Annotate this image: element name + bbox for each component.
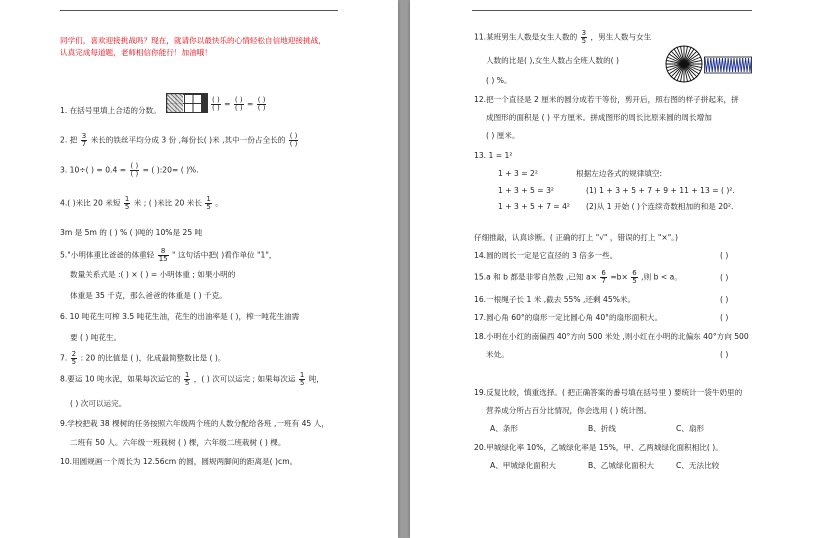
question-8b: ( ) 次可以运完。 — [70, 399, 127, 408]
answer-paren-15: ( ) — [720, 273, 729, 282]
intro-line-2: 认真完成每道题，老师相信你能行！加油哦！ — [60, 48, 212, 57]
question-11: 11.某班男生人数是女生人数的 $\frac{3}{5}$ ，男生人数与女生 — [474, 29, 652, 45]
rearranged-strip-figure — [704, 56, 752, 74]
question-13-part1: (1) 1 + 3 + 5 + 7 + 9 + 11 + 13 = ( )². — [586, 186, 735, 195]
option-19-a: A、条形 — [490, 424, 518, 433]
question-12: 12.把一个直径是 2 厘米的圆分成若干等份，剪开后，照右图的样子拼起来，拼 — [474, 95, 739, 104]
answer-paren-14: ( ) — [720, 251, 729, 260]
question-13-eq3: 1 + 3 + 5 = 3² — [498, 186, 554, 195]
question-20: 20.甲城绿化率 10%，乙城绿化率是 15%，甲、乙两城绿化面积相比( )。 — [474, 443, 723, 452]
option-19-c: C、扇形 — [676, 424, 705, 433]
question-5b: 数量关系式是 :( ) × ( ) = 小明体重 ; 如果小明的 — [70, 270, 236, 279]
worksheet-page-left — [0, 0, 398, 538]
question-18: 18.小明在小红的南偏西 40°方向 500 米处 ,则小红在小明的北偏东 40°方向 500 — [474, 332, 749, 341]
question-2: 2. 把 $\frac{3}{7}$ 米长的铁丝平均分成 3 份 ,每份长( )米 ,其中一份占全长的 $\frac{( )}{( )}$ — [60, 132, 298, 148]
question-8: 8.要运 10 吨水泥，如果每次运它的 $\frac{1}{5}$ ，( ) 次可以运完 ; 如果每次运 $\frac{1}{5}$ 吨， — [60, 371, 324, 387]
question-5c: 体重是 35 千克，那么爸爸的体重是 ( ) 千克。 — [70, 291, 227, 300]
option-20-a: A、甲城绿化面积大 — [490, 461, 556, 470]
answer-paren-16: ( ) — [720, 295, 729, 304]
question-12c: ( ) 厘米。 — [486, 131, 520, 140]
fraction-grid-figure — [166, 93, 202, 113]
intro-line-1: 同学们，喜欢迎接挑战吗？现在，就请你以最快乐的心情轻松自信地迎接挑战， — [60, 36, 326, 45]
option-19-b: B、折线 — [588, 424, 616, 433]
question-10: 10.用圆规画一个周长为 12.56cm 的圆，圆规两脚间的距离是( )cm。 — [60, 457, 298, 466]
question-18b: 米处。 — [486, 350, 509, 359]
question-19b: 营养成分所占百分比情况，你会选用 ( ) 统计图。 — [486, 406, 652, 415]
question-13-eq4: 1 + 3 + 5 + 7 = 4² — [498, 202, 570, 211]
option-20-b: B、乙城绿化面积大 — [588, 461, 654, 470]
question-9: 9.学校把栽 38 棵树的任务按照六年级两个班的人数分配给各班 ,一班有 45 人， — [60, 419, 329, 428]
question-19: 19.反复比较，慎重选择。( 把正确答案的番号填在括号里 ) 要统计一袋牛奶里的 — [474, 388, 743, 397]
judge-section-title: 仔细推敲，认真诊断。( 正确的打上 "√" ，错误的打上 "×"。) — [474, 233, 679, 242]
question-6: 6. 10 吨花生可榨 3.5 吨花生油，花生的出油率是 ( )，榨一吨花生油需 — [60, 312, 300, 321]
answer-paren-17: ( ) — [720, 313, 729, 322]
answer-paren-18: ( ) — [720, 350, 729, 359]
question-12b: 成图形的面积是 ( ) 平方厘米。拼成图形的周长比原来圆的周长增加 — [486, 113, 712, 122]
header-rule — [472, 10, 752, 11]
question-13: 13. 1 = 1² — [474, 151, 513, 160]
question-7: 7. $\frac{2}{5}$ : 20 的比值是 ( )，化成最简整数比是 ( )。 — [60, 350, 226, 366]
question-16: 16.一根绳子长 1 米 ,截去 55% ,还剩 45%米。 — [474, 295, 636, 304]
fraction-grid-figure-edge — [202, 93, 208, 113]
question-17: 17.圆心角 60°的扇形一定比圆心角 40°的扇形面积大。 — [474, 313, 663, 322]
question-11b: 人数的比是( ),女生人数占全班人数的( ) — [486, 56, 619, 65]
question-15: 15.a 和 b 都是非零自然数 ,已知 a× $\frac{6}{7}$ =b× $\frac{6}{5}$ ,则 b < a。 — [474, 269, 682, 285]
question-11c: ( ) %。 — [486, 76, 512, 85]
question-4: 4.( )米比 20 米短 $\frac{1}{5}$ 米 ; ( )米比 20 米长 $\frac{1}{5}$ 。 — [60, 195, 223, 211]
option-20-c: C、无法比较 — [676, 461, 720, 470]
question-14: 14.圆的周长一定是它直径的 3 倍多一些。 — [474, 251, 618, 260]
circle-sectors-figure — [664, 44, 704, 84]
question-9b: 二班有 50 人。六年级一班栽树 ( ) 棵，六年级二班栽树 ( ) 棵。 — [70, 438, 286, 447]
question-6b: 要 ( ) 吨花生。 — [70, 333, 122, 342]
header-rule — [60, 10, 338, 11]
question-3: 3. 10÷( ) = 0.4 = $\frac{( )}{( )}$ = ( ):20= ( )%. — [60, 162, 199, 178]
q1-answer-fractions: $\frac{( )}{( )}$ = $\frac{( )}{( )}$ = $\frac{( )}{( )}$ — [212, 96, 266, 112]
question-5: 5."小明体重比爸爸的体重轻 $\frac{8}{15}$ " 这句话中把( )看作单位 "1"， — [60, 247, 277, 263]
question-1: 1. 在括号里填上合适的分数。 — [60, 106, 161, 115]
question-13-part2: (2)从 1 开始 ( )个连续奇数相加的和是 20². — [586, 202, 734, 211]
question-13-eq2: 1 + 3 = 2² — [498, 169, 538, 178]
question-13-instruction: 根据左边各式的规律填空: — [576, 169, 663, 178]
worksheet-page-right — [410, 0, 817, 538]
question-4b: 3m 是 5m 的 ( ) % ( )吨的 10%是 25 吨 — [60, 228, 203, 237]
